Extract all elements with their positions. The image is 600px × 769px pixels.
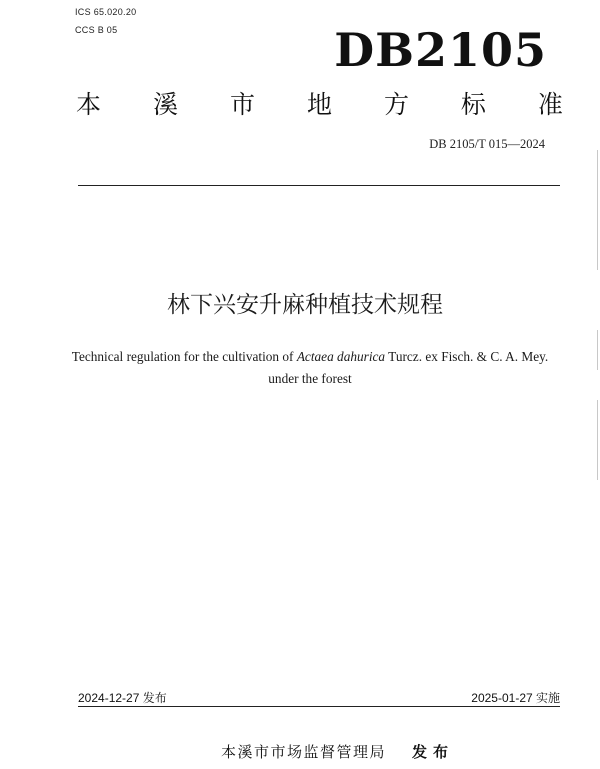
issue-date: 2024-12-27 发布 — [78, 691, 167, 705]
category-char: 溪 — [152, 90, 178, 119]
standard-category — [76, 90, 563, 120]
title-chinese: 林下兴安升麻种植技术规程 — [167, 292, 443, 318]
issuer-line — [0, 742, 600, 762]
scan-artifact — [597, 400, 598, 480]
title-english — [60, 346, 560, 390]
category-char: 方 — [383, 90, 409, 119]
title-english-species: Actaea dahurica — [296, 349, 386, 364]
bottom-divider — [78, 706, 560, 707]
standard-logo: DB2105 — [334, 23, 547, 77]
category-char: 准 — [537, 90, 563, 119]
issuer-org: 本溪市市场监督管理局 — [220, 743, 386, 761]
implement-date: 2025-01-27 实施 — [471, 691, 560, 705]
scan-artifact — [597, 330, 598, 370]
title-english-prefix: Technical regulation for the cultivation of — [71, 349, 297, 364]
category-char: 市 — [229, 90, 255, 119]
top-divider — [78, 185, 560, 186]
category-char: 本 — [76, 90, 102, 119]
scan-artifact — [597, 150, 598, 270]
category-char: 地 — [306, 90, 332, 119]
issuer-verb: 发布 — [412, 743, 455, 761]
standard-number: DB 2105/T 015—2024 — [429, 137, 545, 151]
ccs-code: CCS B 05 — [75, 25, 118, 35]
ics-code: ICS 65.020.20 — [75, 7, 137, 17]
category-char: 标 — [460, 90, 486, 119]
title-english-suffix: Turcz. ex Fisch. & C. A. Mey. under the forest — [268, 349, 549, 386]
